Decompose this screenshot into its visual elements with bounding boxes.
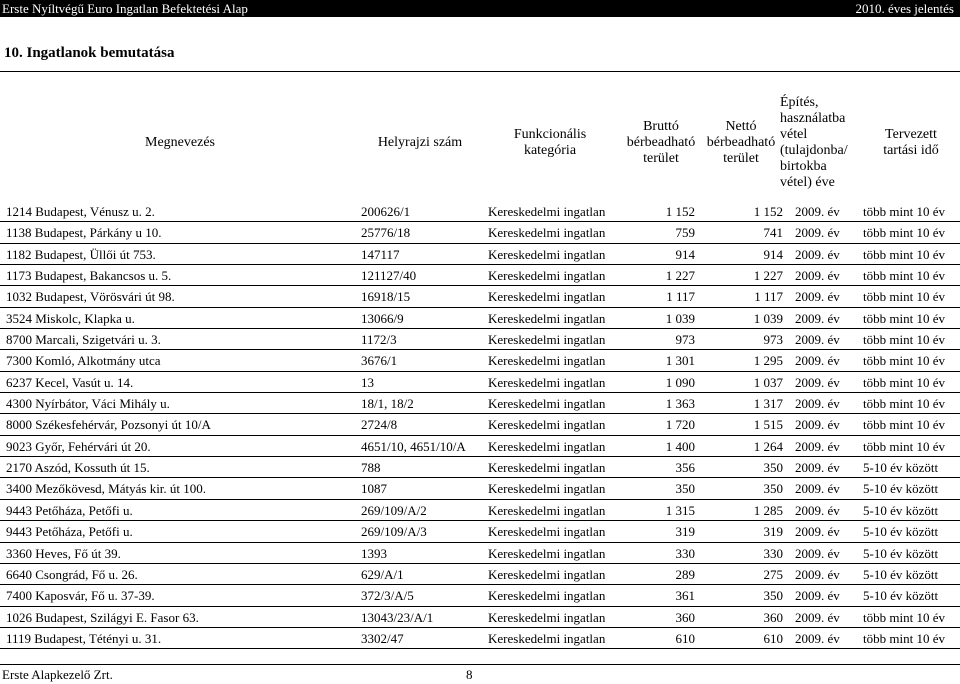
- cell-gross-area: 759: [675, 225, 695, 241]
- cell-holding-period: több mint 10 év: [863, 630, 945, 646]
- cell-function: Kereskedelmi ingatlan: [488, 204, 606, 219]
- cell-net-area: 1 317: [753, 396, 783, 412]
- cell-holding-period: 5-10 év között: [863, 545, 939, 561]
- cell-year: 2009. év: [795, 545, 840, 561]
- page-number: 8: [466, 667, 473, 682]
- cell-gross-area: 289: [675, 566, 695, 582]
- cell-function: Kereskedelmi ingatlan: [488, 588, 606, 604]
- cell-hrsz: 147117: [361, 246, 400, 262]
- cell-gross-area: 1 315: [665, 502, 695, 518]
- cell-gross-area: 973: [675, 332, 695, 348]
- cell-net-area: 319: [763, 524, 783, 540]
- cell-holding-period: 5-10 év között: [863, 566, 939, 582]
- cell-net-area: 350: [763, 588, 783, 604]
- fund-name: Erste Nyíltvégű Euro Ingatlan Befektetési Alap: [2, 1, 248, 16]
- cell-holding-period: 5-10 év között: [863, 502, 939, 518]
- cell-hrsz: 269/109/A/2: [361, 502, 427, 518]
- cell-holding-period: több mint 10 év: [863, 609, 945, 625]
- cell-holding-period: több mint 10 év: [863, 353, 945, 369]
- cell-function: Kereskedelmi ingatlan: [488, 396, 606, 412]
- table-row: [0, 500, 960, 521]
- cell-year: 2009. év: [795, 438, 840, 454]
- cell-name: 7400 Kaposvár, Fő u. 37-39.: [6, 588, 155, 604]
- cell-year: 2009. év: [795, 417, 840, 433]
- cell-gross-area: 1 400: [665, 438, 695, 454]
- cell-function: Kereskedelmi ingatlan: [488, 417, 606, 433]
- cell-gross-area: 1 301: [665, 353, 695, 369]
- cell-hrsz: 4651/10, 4651/10/A: [361, 438, 466, 454]
- cell-year: 2009. év: [795, 566, 840, 582]
- cell-name: 3400 Mezőkövesd, Mátyás kir. út 100.: [6, 481, 207, 497]
- cell-name: 1182 Budapest, Üllői út 753.: [6, 246, 156, 262]
- cell-gross-area: 1 039: [665, 310, 695, 326]
- cell-gross-area: 1 363: [665, 396, 695, 412]
- column-header-holding-period: Tervezett tartási idő: [883, 127, 939, 158]
- table-row: [0, 564, 960, 585]
- cell-net-area: 350: [763, 460, 783, 476]
- cell-name: 9443 Petőháza, Petőfi u.: [6, 524, 133, 540]
- cell-hrsz: 1172/3: [361, 332, 397, 348]
- report-title: 2010. éves jelentés: [855, 1, 954, 16]
- cell-year: 2009. év: [795, 609, 840, 625]
- cell-gross-area: 350: [675, 481, 695, 497]
- table-row: [0, 329, 960, 350]
- cell-hrsz: 13: [361, 374, 374, 390]
- cell-holding-period: több mint 10 év: [863, 374, 945, 390]
- cell-year: 2009. év: [795, 630, 840, 646]
- cell-hrsz: 18/1, 18/2: [361, 396, 414, 412]
- cell-gross-area: 1 227: [665, 268, 695, 284]
- cell-year: 2009. év: [795, 246, 840, 262]
- cell-holding-period: 5-10 év között: [863, 481, 939, 497]
- cell-holding-period: 5-10 év között: [863, 524, 939, 540]
- cell-hrsz: 3302/47: [361, 630, 404, 646]
- cell-function: Kereskedelmi ingatlan: [488, 524, 606, 540]
- cell-function: Kereskedelmi ingatlan: [488, 289, 606, 305]
- cell-year: 2009. év: [795, 268, 840, 284]
- cell-hrsz: 16918/15: [361, 289, 411, 305]
- cell-hrsz: 3676/1: [361, 353, 398, 369]
- cell-hrsz: 200626/1: [361, 204, 411, 219]
- cell-holding-period: több mint 10 év: [863, 417, 945, 433]
- table-row: [0, 521, 960, 542]
- cell-hrsz: 788: [361, 460, 381, 476]
- cell-function: Kereskedelmi ingatlan: [488, 374, 606, 390]
- cell-net-area: 330: [763, 545, 783, 561]
- cell-gross-area: 1 720: [665, 417, 695, 433]
- cell-name: 3524 Miskolc, Klapka u.: [6, 310, 135, 326]
- cell-gross-area: 1 117: [666, 289, 695, 305]
- cell-name: 1032 Budapest, Vörösvári út 98.: [6, 289, 175, 305]
- table-row: [0, 393, 960, 414]
- cell-net-area: 1 039: [753, 310, 783, 326]
- cell-function: Kereskedelmi ingatlan: [488, 502, 606, 518]
- cell-net-area: 1 264: [753, 438, 783, 454]
- cell-holding-period: több mint 10 év: [863, 438, 945, 454]
- cell-holding-period: több mint 10 év: [863, 268, 945, 284]
- table-row: [0, 457, 960, 478]
- cell-gross-area: 356: [675, 460, 695, 476]
- column-header-name: Megnevezés: [145, 135, 215, 150]
- cell-function: Kereskedelmi ingatlan: [488, 310, 606, 326]
- cell-gross-area: 360: [675, 609, 695, 625]
- table-row: [0, 350, 960, 371]
- cell-year: 2009. év: [795, 524, 840, 540]
- footer-company: Erste Alapkezelő Zrt.: [2, 667, 113, 682]
- cell-net-area: 275: [763, 566, 783, 582]
- table-row: [0, 308, 960, 329]
- cell-name: 1173 Budapest, Bakancsos u. 5.: [6, 268, 172, 284]
- cell-year: 2009. év: [795, 502, 840, 518]
- cell-function: Kereskedelmi ingatlan: [488, 268, 606, 284]
- cell-name: 1138 Budapest, Párkány u 10.: [6, 225, 162, 241]
- cell-gross-area: 1 090: [665, 374, 695, 390]
- cell-name: 3360 Heves, Fő út 39.: [6, 545, 121, 561]
- cell-holding-period: több mint 10 év: [863, 289, 945, 305]
- cell-function: Kereskedelmi ingatlan: [488, 353, 606, 369]
- cell-year: 2009. év: [795, 460, 840, 476]
- report-header: [0, 0, 960, 17]
- cell-hrsz: 121127/40: [361, 268, 417, 284]
- cell-year: 2009. év: [795, 310, 840, 326]
- column-header-net-area: Nettó bérbeadható terület: [706, 119, 776, 166]
- cell-hrsz: 2724/8: [361, 417, 398, 433]
- cell-name: 8700 Marcali, Szigetvári u. 3.: [6, 332, 161, 348]
- cell-holding-period: több mint 10 év: [863, 332, 945, 348]
- table-row: [0, 244, 960, 265]
- property-table: [0, 201, 960, 649]
- cell-net-area: 1 227: [753, 268, 783, 284]
- table-row: [0, 585, 960, 606]
- cell-year: 2009. év: [795, 588, 840, 604]
- cell-net-area: 1 117: [754, 289, 783, 305]
- cell-holding-period: több mint 10 év: [863, 396, 945, 412]
- cell-hrsz: 629/A/1: [361, 566, 404, 582]
- cell-hrsz: 1393: [361, 545, 387, 561]
- table-row: [0, 628, 960, 649]
- cell-net-area: 741: [763, 225, 783, 241]
- cell-net-area: 1 037: [753, 374, 783, 390]
- cell-net-area: 610: [763, 630, 783, 646]
- cell-net-area: 1 285: [753, 502, 783, 518]
- cell-holding-period: 5-10 év között: [863, 588, 939, 604]
- cell-hrsz: 13066/9: [361, 310, 404, 326]
- cell-name: 9443 Petőháza, Petőfi u.: [6, 502, 133, 518]
- cell-function: Kereskedelmi ingatlan: [488, 438, 606, 454]
- cell-year: 2009. év: [795, 332, 840, 348]
- section-divider: [0, 71, 960, 72]
- cell-name: 6640 Csongrád, Fő u. 26.: [6, 566, 138, 582]
- cell-gross-area: 610: [675, 630, 695, 646]
- cell-function: Kereskedelmi ingatlan: [488, 246, 606, 262]
- cell-function: Kereskedelmi ingatlan: [488, 545, 606, 561]
- cell-gross-area: 319: [675, 524, 695, 540]
- cell-function: Kereskedelmi ingatlan: [488, 460, 606, 476]
- cell-name: 7300 Komló, Alkotmány utca: [6, 353, 161, 369]
- cell-name: 6237 Kecel, Vasút u. 14.: [6, 374, 134, 390]
- table-row: [0, 436, 960, 457]
- column-header-year: Építés, használatba vétel (tulajdonba/ birtokba vétel) éve: [780, 95, 848, 190]
- cell-hrsz: 25776/18: [361, 225, 411, 241]
- cell-net-area: 1 515: [753, 417, 783, 433]
- cell-name: 1119 Budapest, Tétényi u. 31.: [6, 630, 162, 646]
- table-row: [0, 286, 960, 307]
- cell-year: 2009. év: [795, 353, 840, 369]
- cell-name: 9023 Győr, Fehérvári út 20.: [6, 438, 151, 454]
- cell-year: 2009. év: [795, 225, 840, 241]
- cell-function: Kereskedelmi ingatlan: [488, 332, 606, 348]
- cell-name: 1214 Budapest, Vénusz u. 2.: [6, 204, 155, 219]
- table-row: [0, 265, 960, 286]
- cell-function: Kereskedelmi ingatlan: [488, 481, 606, 497]
- cell-net-area: 973: [763, 332, 783, 348]
- column-header-hrsz: Helyrajzi szám: [377, 135, 463, 150]
- table-row: [0, 414, 960, 435]
- cell-function: Kereskedelmi ingatlan: [488, 630, 606, 646]
- table-row: [0, 607, 960, 628]
- cell-net-area: 360: [763, 609, 783, 625]
- footer-divider: [0, 664, 960, 665]
- cell-hrsz: 1087: [361, 481, 387, 497]
- cell-name: 4300 Nyírbátor, Váci Mihály u.: [6, 396, 170, 412]
- cell-name: 2170 Aszód, Kossuth út 15.: [6, 460, 150, 476]
- table-row: [0, 543, 960, 564]
- cell-gross-area: 361: [675, 588, 695, 604]
- cell-function: Kereskedelmi ingatlan: [488, 609, 606, 625]
- cell-name: 1026 Budapest, Szilágyi E. Fasor 63.: [6, 609, 199, 625]
- cell-holding-period: több mint 10 év: [863, 310, 945, 326]
- cell-net-area: 1 295: [753, 353, 783, 369]
- cell-holding-period: több mint 10 év: [863, 204, 945, 219]
- cell-function: Kereskedelmi ingatlan: [488, 566, 606, 582]
- cell-year: 2009. év: [795, 481, 840, 497]
- cell-hrsz: 269/109/A/3: [361, 524, 427, 540]
- cell-function: Kereskedelmi ingatlan: [488, 225, 606, 241]
- cell-gross-area: 330: [675, 545, 695, 561]
- cell-net-area: 350: [763, 481, 783, 497]
- section-title: 10. Ingatlanok bemutatása: [4, 45, 175, 61]
- cell-year: 2009. év: [795, 289, 840, 305]
- cell-holding-period: több mint 10 év: [863, 246, 945, 262]
- cell-net-area: 914: [763, 246, 783, 262]
- cell-holding-period: több mint 10 év: [863, 225, 945, 241]
- cell-holding-period: 5-10 év között: [863, 460, 939, 476]
- cell-gross-area: 914: [675, 246, 695, 262]
- column-header-function: Funkcionális kategória: [513, 127, 587, 158]
- cell-year: 2009. év: [795, 396, 840, 412]
- cell-year: 2009. év: [795, 204, 840, 219]
- table-row: [0, 372, 960, 393]
- cell-gross-area: 1 152: [665, 204, 695, 219]
- cell-name: 8000 Székesfehérvár, Pozsonyi út 10/A: [6, 417, 211, 433]
- table-row: [0, 478, 960, 499]
- cell-year: 2009. év: [795, 374, 840, 390]
- table-row: [0, 222, 960, 243]
- column-header-gross-area: Bruttó bérbeadható terület: [626, 119, 696, 166]
- table-row: [0, 201, 960, 222]
- cell-hrsz: 372/3/A/5: [361, 588, 414, 604]
- cell-hrsz: 13043/23/A/1: [361, 609, 434, 625]
- cell-net-area: 1 152: [753, 204, 783, 219]
